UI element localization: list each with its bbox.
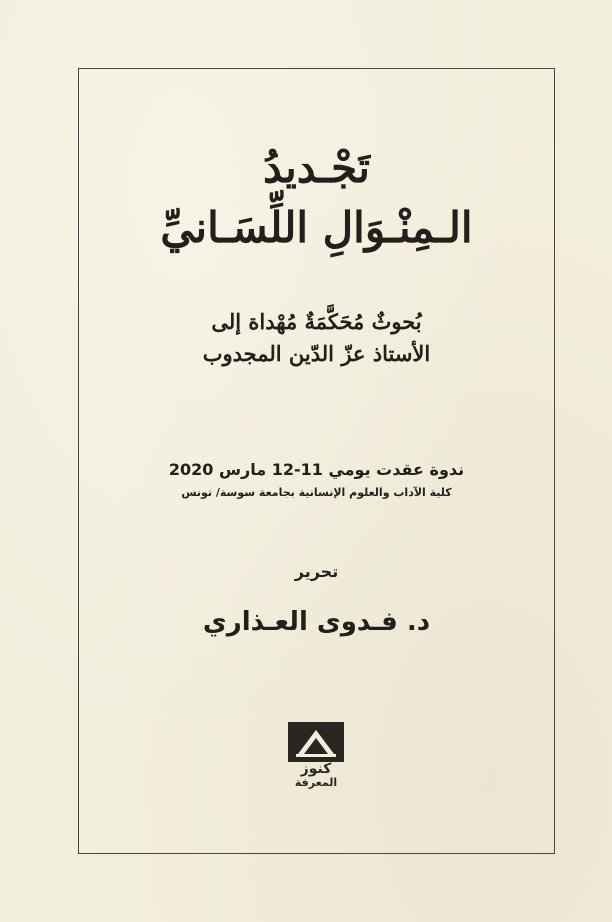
edited-by-label: تحرير [294,562,339,581]
book-subtitle-line-1: بُحوثٌ مُحَكَّمَةٌ مُهْداة إلى [211,309,422,334]
book-logo-icon [288,722,344,762]
symposium-info: ندوة عقدت يومي 11-12 مارس 2020 [168,460,465,479]
publisher-name-line-1: كنوز [300,761,332,777]
book-icon [288,722,344,762]
book-title-line-2: الـمِنْـوَالِ اللِّسَـانيِّ [160,203,473,252]
editor-name: د. فـدوى العـذاري [202,607,431,637]
book-title-line-1: تَجْـديدُ [263,143,370,192]
faculty-info: كلية الآداب والعلوم الإنسانية بجامعة سوسة/ تونس [181,486,452,499]
book-subtitle-line-2: الأستاذ عزّ الدّين المجدوب [202,341,431,366]
publisher-logo [288,722,344,790]
publisher-name-line-2: المعرفة [294,776,338,789]
